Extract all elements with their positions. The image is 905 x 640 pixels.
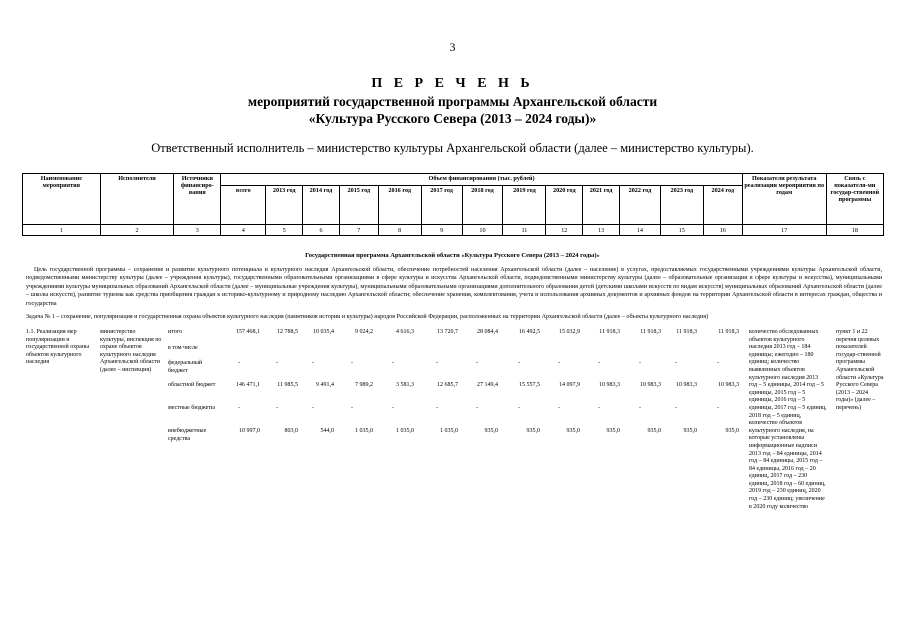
column-number: 4 xyxy=(221,225,266,236)
header-name: Наименование мероприятия xyxy=(23,174,101,225)
column-number: 1 xyxy=(23,225,101,236)
header-indicators: Показатели результата реализации мероприятия по годам xyxy=(742,174,826,225)
funding-value: - xyxy=(351,360,353,366)
funding-value: - xyxy=(476,360,478,366)
funding-value: 10 983,3 xyxy=(599,382,620,388)
funding-value: 10 997,0 xyxy=(239,428,260,434)
column-number: 7 xyxy=(339,225,378,236)
header-year: 2022 год xyxy=(619,186,660,225)
column-number: 14 xyxy=(619,225,660,236)
header-year: 2015 год xyxy=(339,186,378,225)
header-year: 2014 год xyxy=(303,186,340,225)
source-label: местные бюджеты xyxy=(168,405,215,411)
funding-value: - xyxy=(351,405,353,411)
funding-value: 935,0 xyxy=(647,428,661,434)
funding-value: - xyxy=(558,360,560,366)
column-number: 6 xyxy=(303,225,340,236)
column-number: 5 xyxy=(266,225,303,236)
funding-value: 1 035,0 xyxy=(440,428,458,434)
source-label: внебюджетные средства xyxy=(168,428,207,442)
funding-value: 803,0 xyxy=(284,428,298,434)
funding-value: - xyxy=(639,405,641,411)
funding-value: - xyxy=(639,360,641,366)
funding-value: - xyxy=(392,405,394,411)
column-number: 17 xyxy=(742,225,826,236)
column-number: 16 xyxy=(703,225,742,236)
funding-value: - xyxy=(312,405,314,411)
column-number: 8 xyxy=(378,225,421,236)
funding-value: 28 084,4 xyxy=(477,329,498,335)
funding-value: - xyxy=(675,360,677,366)
column-number: 3 xyxy=(174,225,221,236)
funding-value: 12 685,7 xyxy=(437,382,458,388)
header-funding: Объем финансирования (тыс. рублей) xyxy=(221,174,742,186)
program-name: «Культура Русского Севера (2013 – 2024 годы)» xyxy=(308,111,597,126)
funding-value: - xyxy=(312,360,314,366)
funding-value: 11 918,3 xyxy=(676,329,697,335)
funding-value: 9 491,4 xyxy=(316,382,334,388)
funding-value: 10 035,4 xyxy=(313,329,334,335)
column-number: 9 xyxy=(421,225,462,236)
funding-value: 10 983,3 xyxy=(676,382,697,388)
header-year: 2020 год xyxy=(546,186,583,225)
header-year: 2019 год xyxy=(503,186,546,225)
funding-value: 157 468,1 xyxy=(236,329,260,335)
funding-value: 15 557,5 xyxy=(519,382,540,388)
funding-value: - xyxy=(598,405,600,411)
page-number: 3 xyxy=(449,40,456,54)
funding-value: 11 918,3 xyxy=(599,329,620,335)
funding-value: - xyxy=(675,405,677,411)
funding-value: 10 983,3 xyxy=(640,382,661,388)
funding-value: 7 989,2 xyxy=(355,382,373,388)
header-year: 2023 год xyxy=(660,186,703,225)
header-link: Связь с показателя-ми государ-ственной программы xyxy=(826,174,883,225)
header-year: 2013 год xyxy=(266,186,303,225)
funding-value: 16 492,5 xyxy=(519,329,540,335)
column-number: 18 xyxy=(826,225,883,236)
funding-value: 10 983,3 xyxy=(718,382,739,388)
funding-value: 1 035,0 xyxy=(396,428,414,434)
funding-value: 9 024,2 xyxy=(355,329,373,335)
program-title: Государственная программа Архангельской области «Культура Русского Севера (2013 – 2024 годы)» xyxy=(305,252,600,259)
measure-name: 1.1. Реализация мер популяризации и государственной охраны объектов культурного наследия xyxy=(26,329,90,366)
funding-value: 14 097,9 xyxy=(559,382,580,388)
funding-value: - xyxy=(558,405,560,411)
document-title: П Е Р Е Ч Е Н Ь xyxy=(371,76,534,91)
funding-value: - xyxy=(518,360,520,366)
funding-value: - xyxy=(238,405,240,411)
funding-value: 1 035,0 xyxy=(355,428,373,434)
funding-value: 3 581,3 xyxy=(396,382,414,388)
funding-value: - xyxy=(276,405,278,411)
responsible-executor: Ответственный исполнитель – министерство культуры Архангельской области (далее – министерство культуры). xyxy=(151,141,754,155)
task-1: Задача № 1 – сохранение, популяризация и государственная охрана объектов культурного наследия (памятников истории и культуры) народов Российской Федерации, расположенных на территории Архангельской области (далее – объекты культурного наследия) xyxy=(26,314,709,320)
funding-value: 12 788,5 xyxy=(277,329,298,335)
funding-value: 935,0 xyxy=(606,428,620,434)
funding-value: 11 918,3 xyxy=(640,329,661,335)
result-indicators: количество обследованных объектов культурного наследия 2013 год – 184 единицы; ежегодно – 180 единиц; количество выявленных объектов культурного наследия 2013 год – 5 единицы, 2014 год – 5 единицы, 2015 год – 5 единицы, 2016 год – 5 единицы, 2017 год – 5 единиц, 2018 год – 5 единиц, количество объектов культурного наследия, на которые установлены информационные надписи 2013 год – 84 единицы, 2014 год – 84 единицы, 2015 год – 84 единицы, 2016 год – 20 единиц, 2017 год – 230 единиц, 2018 год – 60 единиц, 2019 год – 230 единиц, 2020 год – 230 единиц; увеличение в 2020 году количество xyxy=(749,329,827,510)
column-number: 11 xyxy=(503,225,546,236)
source-label: в том числе xyxy=(168,345,198,351)
funding-value: 935,0 xyxy=(566,428,580,434)
funding-value: 11 985,5 xyxy=(277,382,298,388)
funding-value: - xyxy=(392,360,394,366)
funding-value: 11 918,3 xyxy=(718,329,739,335)
source-label: областной бюджет xyxy=(168,382,216,388)
header-year: 2018 год xyxy=(462,186,503,225)
header-year: 2016 год xyxy=(378,186,421,225)
header-year: 2017 год xyxy=(421,186,462,225)
document-subtitle: мероприятий государственной программы Архангельской области xyxy=(247,94,658,109)
program-indicator-link: пункт 1 и 22 перечня целевых показателей государ-ственной программы Архангельской области «Культура Русского Севера (2013 – 2024 годы)» (далее – перечень) xyxy=(836,329,884,411)
funding-value: 146 471,1 xyxy=(236,382,260,388)
header-executors: Исполнители xyxy=(100,174,174,225)
funding-value: 15 032,9 xyxy=(559,329,580,335)
funding-value: - xyxy=(518,405,520,411)
column-number: 15 xyxy=(660,225,703,236)
column-number: 10 xyxy=(462,225,503,236)
funding-value: - xyxy=(436,360,438,366)
funding-value: - xyxy=(717,360,719,366)
header-year: всего xyxy=(221,186,266,225)
funding-value: - xyxy=(717,405,719,411)
funding-value: 27 149,4 xyxy=(477,382,498,388)
column-number: 12 xyxy=(546,225,583,236)
funding-value: - xyxy=(276,360,278,366)
source-label: итого xyxy=(168,329,183,335)
funding-value: 935,0 xyxy=(484,428,498,434)
funding-value: - xyxy=(436,405,438,411)
funding-value: 4 616,3 xyxy=(396,329,414,335)
funding-value: - xyxy=(238,360,240,366)
measure-executor: министерство культуры, инспекция по охране объектов культурного наследия Архангельской области (далее – инспекция) xyxy=(100,329,162,373)
header-year: 2024 год xyxy=(703,186,742,225)
funding-value: 13 720,7 xyxy=(437,329,458,335)
source-label: федеральный бюджет xyxy=(168,360,203,374)
header-sources: Источники финансиро-вания xyxy=(174,174,221,225)
funding-value: 544,0 xyxy=(320,428,334,434)
header-year: 2021 год xyxy=(583,186,620,225)
funding-value: 935,0 xyxy=(526,428,540,434)
header-table xyxy=(22,173,884,236)
funding-value: - xyxy=(476,405,478,411)
funding-value: 935,0 xyxy=(683,428,697,434)
column-number: 2 xyxy=(100,225,174,236)
funding-value: 935,0 xyxy=(725,428,739,434)
program-goal: Цель государственной программы – сохранение и развитие культурного потенциала и культурного наследия Архангельской области, обеспечение потребностей населения Архангельской области (далее – население) в услугах, предоставляемых государственными учреждениями культуры Архангельской области, подведомственными министерству культуры (далее – учреждения культуры), государственными образовательными организациями в сфере культуры и искусства Архангельской области, подведомственными министерству культуры (далее – образовательные организации в сфере культуры и искусства), муниципальными учреждениями культуры муниципальных образований Архангельской области (далее – муниципальные учреждения культуры), муниципальными образовательными организациями дополнительного образования детей (детскими школами искусств по видам искусств) муниципальных образований Архангельской области (далее – школы искусств), развитие туризма как средства приобщения граждан к историко-культурному и природному наследию Архангельской области; обеспечение хранения, комплектования, учета и использования архивных документов и архивных фондов на территории Архангельской области в интересах граждан, общества и государства xyxy=(26,267,882,307)
column-number: 13 xyxy=(583,225,620,236)
funding-value: - xyxy=(598,360,600,366)
